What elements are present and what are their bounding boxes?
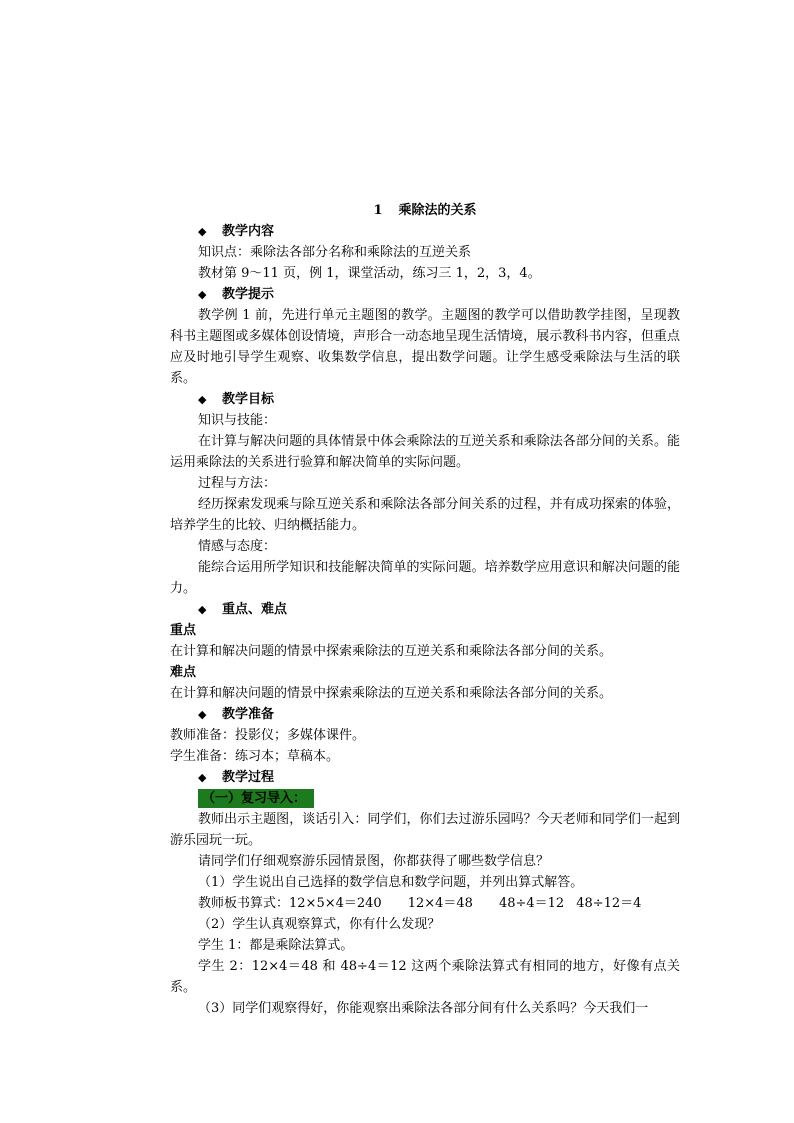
diamond-bullet-icon: ◆: [198, 225, 207, 238]
student2-paragraph: 学生 2：12×4＝48 和 48÷4＝12 这两个乘除法算式有相同的地方，好像有点关系。: [170, 959, 680, 995]
student1-line: 学生 1：都是乘除法算式。: [198, 938, 354, 953]
section-heading-prep: ◆ 教学准备: [170, 704, 680, 725]
step2-line: （2）学生认真观察算式，你有什么发现？: [198, 917, 441, 932]
textbook-pages-line: 教材第 9～11 页，例 1，课堂活动，练习三 1，2，3，4。: [198, 266, 541, 281]
step1-line: （1）学生说出自己选择的数学信息和数学问题，并列出算式解答。: [198, 875, 584, 890]
teacher-prep-line: 教师准备：投影仪；多媒体课件。: [170, 728, 366, 743]
diamond-bullet-icon: ◆: [198, 708, 207, 721]
attitude-label: 情感与态度：: [198, 539, 277, 554]
intro-paragraph: 教师出示主题图，谈话引入：同学们，你们去过游乐园吗？今天老师和同学们一起到游乐园玩一玩。: [170, 812, 680, 848]
knowledge-point-line: 知识点：乘除法各部分名称和乘除法的互逆关系: [198, 245, 472, 260]
section-heading-content: ◆ 教学内容: [170, 221, 680, 242]
title-text: 乘除法的关系: [398, 203, 477, 218]
equation-2: 12×4＝48: [407, 896, 473, 911]
step3-paragraph: （3）同学们观察得好，你能观察出乘除法各部分间有什么关系吗？今天我们一: [198, 1001, 649, 1016]
diamond-bullet-icon: ◆: [198, 771, 207, 784]
equation-1: 12×5×4＝240: [289, 896, 382, 911]
board-equations-line: [170, 893, 680, 914]
diamond-bullet-icon: ◆: [198, 603, 207, 616]
stage-review-intro-row: [170, 788, 680, 809]
key-point-text: 在计算和解决问题的情景中探索乘除法的互逆关系和乘除法各部分间的关系。: [170, 644, 613, 659]
equation-4: 48÷12＝4: [576, 896, 642, 911]
diamond-bullet-icon: ◆: [198, 393, 207, 406]
student-prep-line: 学生准备：练习本；草稿本。: [170, 749, 340, 764]
document-title: [170, 200, 680, 221]
section-heading-goals: ◆ 教学目标: [170, 389, 680, 410]
key-point-label: 重点: [170, 623, 197, 638]
attitude-text: 能综合运用所学知识和技能解决简单的实际问题。培养数学应用意识和解决问题的能力。: [170, 560, 680, 596]
observe-paragraph: 请同学们仔细观察游乐园情景图，你都获得了哪些数学信息？: [198, 854, 550, 869]
knowledge-skills-label: 知识与技能：: [198, 413, 277, 428]
process-method-text: 经历探索发现乘与除互逆关系和乘除法各部分间关系的过程，并有成功探索的体验，培养学生的比较、归纳概括能力。: [170, 497, 680, 533]
section-heading-tips: ◆ 教学提示: [170, 284, 680, 305]
knowledge-skills-text: 在计算与解决问题的具体情景中体会乘除法的互逆关系和乘除法各部分间的关系。能运用乘除法的关系进行验算和解决简单的实际问题。: [170, 434, 680, 470]
title-number: 1: [373, 203, 383, 218]
stage-review-intro-label: （一）复习导入：: [198, 789, 314, 808]
section-heading-key-points: ◆ 重点、难点: [170, 599, 680, 620]
equation-3: 48÷4＝12: [498, 896, 565, 911]
difficult-point-label: 难点: [170, 665, 197, 680]
lesson-plan-document: [170, 200, 680, 1019]
diamond-bullet-icon: ◆: [198, 288, 207, 301]
section-heading-process: ◆ 教学过程: [170, 767, 680, 788]
tips-paragraph: 教学例 1 前，先进行单元主题图的教学。主题图的教学可以借助教学挂图，呈现教科书主题图或多媒体创设情境，声形合一动态地呈现生活情境，展示教科书内容，但重点应及时地引导学生观察、收集数学信息，提出数学问题。让学生感受乘除法与生活的联系。: [170, 308, 680, 386]
process-method-label: 过程与方法：: [198, 476, 277, 491]
board-label: 教师板书算式：: [198, 896, 290, 911]
difficult-point-text: 在计算和解决问题的情景中探索乘除法的互逆关系和乘除法各部分间的关系。: [170, 686, 613, 701]
